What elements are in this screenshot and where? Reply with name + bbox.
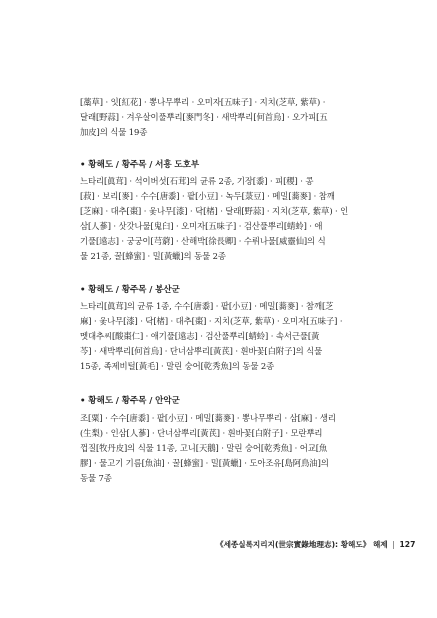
running-title: 《세종실록지리지(世宗實錄地理志): 황해도》 해제 <box>216 540 388 549</box>
text-line: 기풀[遠志] · 궁궁이[芎藭] · 산해박[徐長卿] · 수뤼나물[威靈仙]의 식 <box>80 236 326 246</box>
text-line: 삼[人蔘] · 삿갓나물[鬼臼] · 오미자[五味子] · 검산풀뿌리[蜻蛉] · 애 <box>80 221 323 231</box>
text-line: 느타리[眞茸] · 석이버섯[石茸]의 균류 2종, 기장[黍] · 피[稷] · 콩 <box>80 176 314 186</box>
text-line: 껍질[牧丹皮]의 식물 11종, 고니[天鵝] · 말린 숭어[乾秀魚] · 어교[魚 <box>80 443 328 453</box>
text-line: [菽] · 보리[麥] · 수수[唐黍] · 팥[小豆] · 녹두[菉豆] · 메밀[蕎麥] · 참깨 <box>80 191 335 201</box>
text-line: 동물 7종 <box>80 473 112 483</box>
text-line: 물 21종, 꿀[蜂蜜] · 밀[黃蠟]의 동물 2종 <box>80 251 226 261</box>
text-line: [藁草] · 잇[紅花] · 뽕나무뿌리 · 오미자[五味子] · 지치(芝草, 紫草) · <box>80 97 326 107</box>
text-line: 膠] · 물고기 기름[魚油] · 꿀[蜂蜜] · 밀[黃蠟] · 도아조유[島阿鳥油]의 <box>80 458 329 468</box>
text-line: 달래[野蒜] · 겨우살이풀뿌리[麥門冬] · 새박뿌리[何首烏] · 오가피[五 <box>80 112 328 122</box>
page-number: 127 <box>399 540 416 549</box>
text-line: 느타리[眞茸]의 균류 1종, 수수[唐黍] · 팥[小豆] · 메밀[蕎麥] · 참깨[芝 <box>80 301 334 311</box>
text-line: 芩] · 새박뿌리[何首烏] · 단너삼뿌리[黃芪] · 흰바꽃[白附子]의 식물 <box>80 346 323 356</box>
text-line: 조[粟] · 수수[唐黍] · 팥[小豆] · 메밀[蕎麥] · 뽕나무뿌리 · 삼[麻] · 생리 <box>80 413 336 423</box>
footer-separator: | <box>392 540 395 549</box>
text-line: 麻] · 옻나무[漆] · 닥[楮] · 대추[棗] · 지치(芝草, 紫草) · 오미자[五味子] · <box>80 316 343 326</box>
section-heading: • 황해도 / 황주목 / 안악군 <box>80 396 180 406</box>
page-footer <box>216 540 416 550</box>
section-heading: • 황해도 / 황주목 / 서흥 도호부 <box>80 160 200 170</box>
section-heading: • 황해도 / 황주목 / 봉산군 <box>80 285 180 295</box>
text-line: 멧대추씨[酸棗仁] · 애기풀[遠志] · 검산풀뿌리[蜻蛉] · 속서근풀[黃 <box>80 331 320 341</box>
text-line: 15종, 족제비털[黃毛] · 말린 숭어[乾秀魚]의 동물 2종 <box>80 361 275 371</box>
text-line: 加皮]의 식물 19종 <box>80 127 148 137</box>
text-line: [芝麻] · 대추[棗] · 옻나무[漆] · 닥[楮] · 달래[野蒜] · 지치(芝草, 紫草) · 인 <box>80 206 349 216</box>
text-line: (生梨) · 인삼[人蔘] · 단너삼뿌리[黃芪] · 흰바꽃[白附子] · 모란뿌리 <box>80 428 323 438</box>
